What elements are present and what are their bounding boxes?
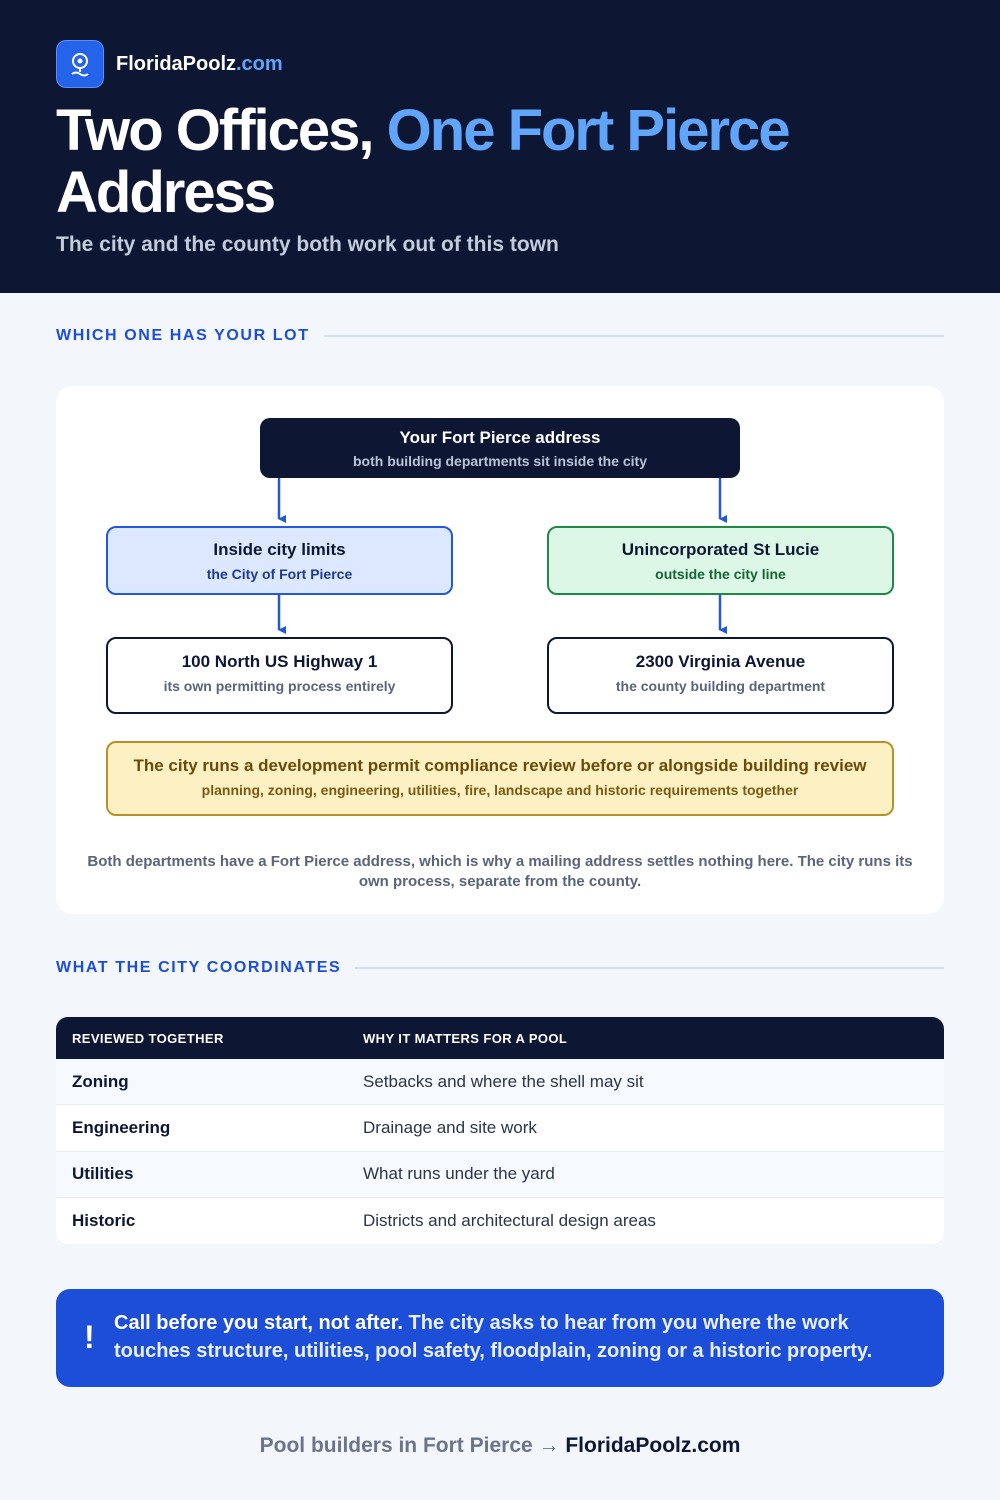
table-cell: Zoning <box>72 1071 129 1091</box>
table-row <box>56 1105 944 1151</box>
node-fort-pierce-address <box>260 418 740 478</box>
section-label: WHICH ONE HAS YOUR LOT <box>56 327 310 344</box>
node-sub: the county building department <box>615 678 826 694</box>
title-part2: Address <box>56 160 275 225</box>
table-row <box>56 1152 944 1198</box>
table-cell: Districts and architectural design areas <box>363 1210 656 1230</box>
node-sub: the City of Fort Pierce <box>206 566 353 582</box>
section-heading-coordinates <box>56 959 944 977</box>
node-city-address <box>106 637 453 714</box>
node-title: 2300 Virginia Avenue <box>635 652 806 671</box>
node-county-address <box>547 637 894 714</box>
pool-pin-icon <box>56 40 104 88</box>
exclamation-icon: ! <box>84 1319 95 1355</box>
node-title: Your Fort Pierce address <box>399 428 601 447</box>
node-title: The city runs a development permit compliance review before or alongside building review <box>133 756 867 775</box>
table-cell: Drainage and site work <box>363 1117 537 1137</box>
node-title: Unincorporated St Lucie <box>621 540 820 559</box>
node-sub: planning, zoning, engineering, utilities, fire, landscape and historic requirements together <box>201 782 799 798</box>
callout-lead: Call before you start, not after. <box>114 1312 403 1334</box>
table-cell: Utilities <box>72 1164 134 1184</box>
page-subtitle: The city and the county both work out of this town <box>56 233 559 256</box>
page-title <box>56 100 956 224</box>
callout-text <box>114 1309 914 1365</box>
brand-tld: .com <box>236 52 283 75</box>
table-cell: Setbacks and where the shell may sit <box>363 1071 644 1091</box>
flow-diagram-card <box>56 386 944 914</box>
brand-name <box>116 53 283 76</box>
section-rule <box>355 967 944 969</box>
node-compliance-review <box>106 741 894 816</box>
brand[interactable] <box>56 40 283 88</box>
table-row <box>56 1198 944 1244</box>
footer-prefix: Pool builders in Fort Pierce → <box>259 1434 566 1457</box>
column-header: WHY IT MATTERS FOR A POOL <box>363 1030 568 1046</box>
table-body <box>56 1059 944 1244</box>
footer <box>0 1434 1000 1458</box>
section-heading-lot <box>56 327 944 345</box>
title-accent: One Fort Pierce <box>386 98 789 163</box>
node-sub: outside the city line <box>655 566 786 582</box>
footer-site-link[interactable]: FloridaPoolz.com <box>565 1434 741 1457</box>
node-sub: both building departments sit inside the city <box>352 453 648 469</box>
column-header: REVIEWED TOGETHER <box>72 1030 224 1046</box>
diagram-note: Both departments have a Fort Pierce address, which is why a mailing address settles nothing here. The city runs its own process, separate from the county. <box>87 853 913 890</box>
table-cell: Historic <box>72 1210 136 1230</box>
brand-name-main: FloridaPoolz <box>116 52 236 75</box>
node-unincorporated-st-lucie <box>547 526 894 595</box>
table-cell: What runs under the yard <box>363 1164 555 1184</box>
table-header <box>56 1017 944 1059</box>
node-title: 100 North US Highway 1 <box>181 652 378 671</box>
callout-banner <box>56 1289 944 1387</box>
node-inside-city-limits <box>106 526 453 595</box>
callout-body: The city asks to hear from you where the work touches structure, utilities, pool safety, floodplain, zoning or a historic property. <box>114 1312 873 1362</box>
table-row <box>56 1059 944 1105</box>
title-part1: Two Offices, <box>56 98 373 163</box>
section-rule <box>324 335 944 337</box>
section-label: WHAT THE CITY COORDINATES <box>56 959 342 976</box>
header <box>0 0 1000 293</box>
node-sub: its own permitting process entirely <box>163 678 396 694</box>
coordination-table <box>56 1017 944 1244</box>
node-title: Inside city limits <box>213 540 346 559</box>
table-cell: Engineering <box>72 1117 171 1137</box>
